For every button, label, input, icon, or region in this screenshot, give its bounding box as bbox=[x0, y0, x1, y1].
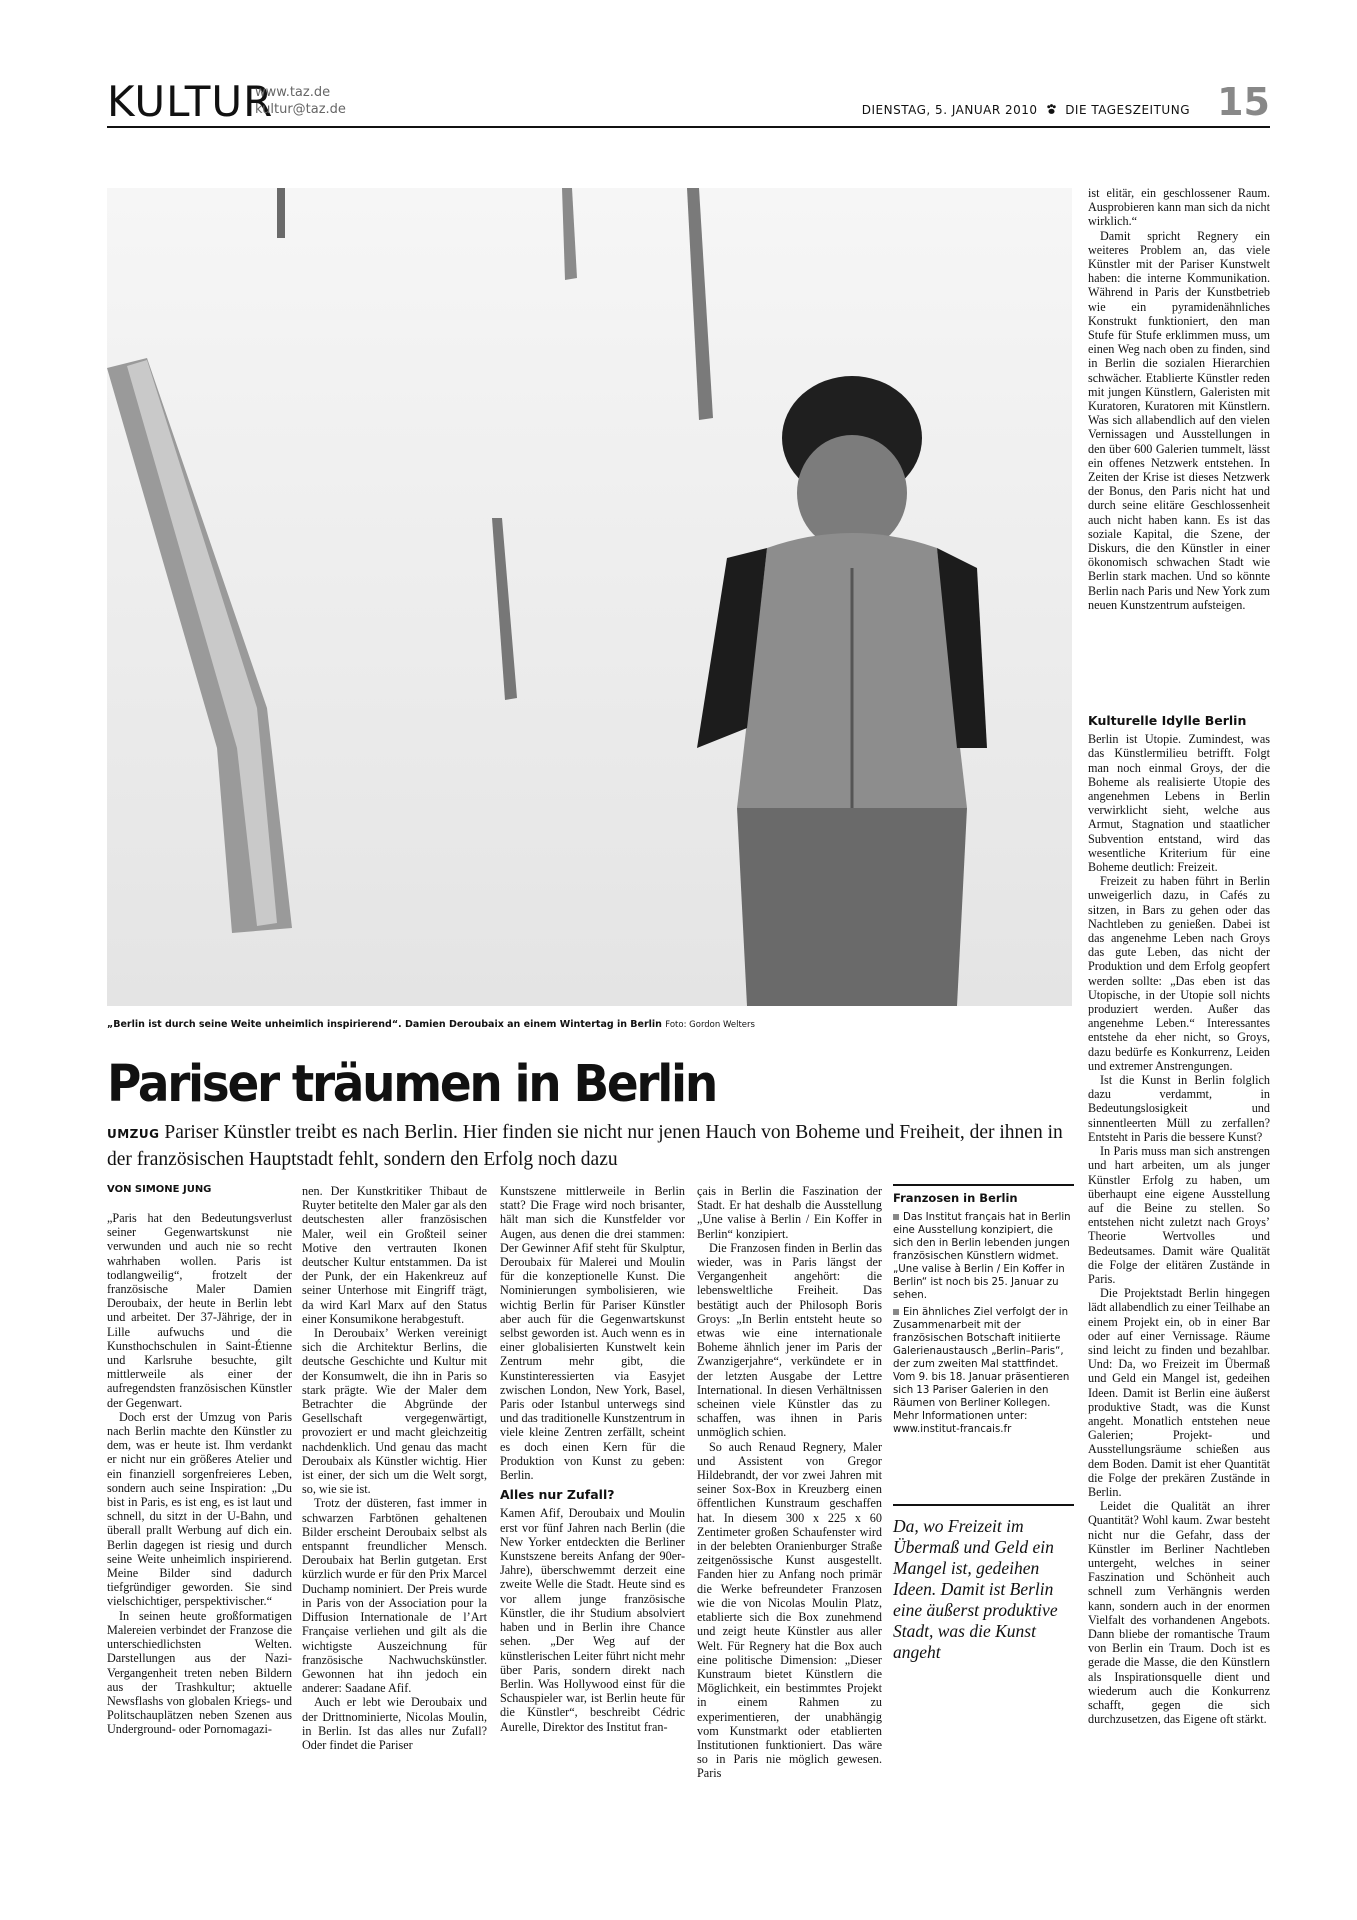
paragraph: Berlin ist Utopie. Zumindest, was das Künstlermilieu betrifft. Folgt man noch einmal Groys, der die Boheme als realisierte Utopie des angenehmen Lebens in Berlin verwirklicht sieht, welche aus Armut, Stagnation und staatlicher Subvention entstand, wird das wesentliche Kriterium für eine Boheme deutlich: Freizeit. bbox=[1088, 732, 1270, 875]
paragraph: Freizeit zu haben führt in Berlin unweigerlich dazu, in Cafés zu sitzen, in Bars zu gehen oder das Nachtleben zu genießen. Dabei ist das angenehme Leben nach Groys das gute Leben, das nicht der Produktion und dem Erfolg geopfert werden sollte: „Das eben ist das Utopische, in der Utopie soll nichts produziert werden. Außer das angenehme Leben.“ Interessantes entstehe da eher nicht, so Groys, dazu bedürfe es Konkurrenz, Leiden und extremer Anstrengungen. bbox=[1088, 874, 1270, 1073]
paragraph: Die Franzosen finden in Berlin das wieder, was in Paris längst der Vergangenheit angehört: die lebensweltliche Freiheit. Das bestätigt auch der Philosoph Boris Groys: „In Berlin entsteht heute so etwas wie eine internationale Boheme ähnlich jener im Paris der Zwanzigerjahre“, verkündete er in der letzten Ausgabe der Lettre International. In diesen Verhältnissen scheinen viele Künstler das zu schaffen, was ihnen in Paris unmöglich schien. bbox=[697, 1240, 882, 1440]
section-title: KULTUR bbox=[107, 77, 274, 126]
paragraph: In seinen heute großformatigen Malereien verbindet der Franzose die unterschiedlichsten Welten. Darstellungen aus der Nazi-Vergangenheit treten neben Bildern aus der Trashkultur; aktuelle Newsflashs von globalen Kriegs- und Politschauplätzen neben Szenen aus Underground- oder Pornomagazi- bbox=[107, 1608, 292, 1737]
photo-caption bbox=[107, 1019, 1072, 1030]
page-number: 15 bbox=[1217, 80, 1270, 124]
bullet-icon bbox=[893, 1309, 899, 1315]
info-item: Das Institut français hat in Berlin eine Ausstellung konzipiert, die sich den in Berlin lebenden jungen französischen Künstlern widmet. „Une valise à Berlin / Ein Koffer in Berlin“ ist noch bis 25. Januar zu sehen. bbox=[893, 1212, 1071, 1301]
deck bbox=[107, 1120, 1072, 1172]
column-2 bbox=[302, 1184, 487, 1752]
caption-text: „Berlin ist durch seine Weite unheimlich inspirierend“. Damien Deroubaix an einem Wintertag in Berlin bbox=[107, 1019, 662, 1030]
column-5-continued bbox=[1088, 708, 1270, 1726]
paragraph: çais in Berlin die Faszination der Stadt. Er hat deshalb die Ausstellung „Une valise à Berlin / Ein Koffer in Berlin“ konzipiert. bbox=[697, 1184, 882, 1241]
column-3 bbox=[500, 1184, 685, 1734]
contact-links bbox=[255, 84, 346, 118]
headline: Pariser träumen in Berlin bbox=[107, 1055, 716, 1114]
kicker: UMZUG bbox=[107, 1127, 160, 1141]
paragraph: ist elitär, ein geschlossener Raum. Ausprobieren kann man sich da nicht wirklich.“ bbox=[1088, 186, 1270, 229]
website-link[interactable]: www.taz.de bbox=[255, 85, 331, 100]
column-4 bbox=[697, 1184, 882, 1781]
paragraph: nen. Der Kunstkritiker Thibaut de Ruyter betitelte den Maler gar als den deutschesten aller französischen Maler, weil ein Großteil seiner Motive den vertrauten Ikonen deutscher Kultur entstammen. Da ist der Punk, der ein Hakenkreuz auf seiner Unterhose mit Eingriff trägt, da wird Karl Marx auf den Status einer Konsumikone herabgestuft. bbox=[302, 1184, 487, 1326]
paragraph: Doch erst der Umzug von Paris nach Berlin machte den Künstler zu dem, was er heute ist. Ihm verdankt er nicht nur ein größeres Atelier und ein finanziell sorgenfreieres Leben, sondern auch seine Inspiration: „Du bist in Paris, es ist eng, es ist laut und schnell, du sitzt in der U-Bahn, und überall prallt Werbung auf dich ein. Berlin dagegen ist riesig und durch seine Weite unheimlich inspirierend. Meine Bilder sind dadurch tiefgründiger geworden. Sie sind vielschichtiger, perspektivischer.“ bbox=[107, 1409, 292, 1609]
subheading: Alles nur Zufall? bbox=[500, 1487, 615, 1503]
info-box bbox=[893, 1184, 1074, 1440]
paragraph: Trotz der düsteren, fast immer in schwarzen Farbtönen gehaltenen Bilder erscheint Deroubaix selbst als entspannt freundlicher Mensch. Deroubaix hat Berlin gutgetan. Erst kürzlich wurde er für den Prix Marcel Duchamp nominiert. Der Preis wurde in Paris von der Association pour la Diffusion Internationale de l’Art Française verliehen und gilt als die wichtigste Auszeichnung für französische Nachwuchskünstler. Gewonnen hat ihn jedoch ein anderer: Saadane Afif. bbox=[302, 1496, 487, 1696]
paragraph: Leidet die Qualität an ihrer Quantität? Wohl kaum. Zwar besteht nicht nur die Gefahr, dass der Künstler im Berliner Nachtleben untergeht, welches in seiner Faszination und Schönheit auch schnell zum Verhängnis werden kann, sondern auch in der enormen Vielfalt des vorhandenen Angebots. Dann bliebe der romantische Traum von Berlin ein Traum. Doch ist es gerade die Masse, die den Künstlern als Inspirationsquelle dient und wiederum auch die Konkurrenz schafft, gegen die sich durchzusetzen, das Eigene oft stärkt. bbox=[1088, 1499, 1270, 1727]
dateline bbox=[862, 103, 1190, 118]
pull-quote: Da, wo Freizeit im Übermaß und Geld ein Mangel ist, gedeihen Ideen. Damit ist Berlin eine äußerst produktive Stadt, was die Kunst angeht bbox=[893, 1504, 1074, 1663]
subheading: Kulturelle Idylle Berlin bbox=[1088, 713, 1247, 728]
paragraph: Auch er lebt wie Deroubaix und der Drittnominierte, Nicolas Moulin, in Berlin. Ist das alles nur Zufall? Oder findet die Pariser bbox=[302, 1695, 487, 1752]
paragraph: Kunstszene mittlerweile in Berlin statt? Die Frage wird noch brisanter, hält man sich die Kunstfelder vor Augen, aus denen die drei stammen: Der Gewinner Afif steht für Skulptur, Deroubaix für Malerei und Moulin für die konzeptionelle Kunst. Die Nominierungen symbolisieren, wie wichtig Berlin für Pariser Künstler aber auch für die Gegenwartskunst selbst geworden ist. Auch wenn es in einer globalisierten Kunstwelt kein Zentrum mehr gibt, die Kunstinteressierten via Easyjet zwischen London, New York, Basel, Paris oder Istanbul unterwegs sind und das traditionelle Kunstzentrum in viele kleine Zentren zerfällt, scheint es doch einen Kern für die Produktion von Kunst zu geben: Berlin. bbox=[500, 1184, 685, 1483]
paragraph: Kamen Afif, Deroubaix und Moulin erst vor fünf Jahren nach Berlin (die New Yorker entdeckten die Berliner Kunstszene bereits Anfang der 90er-Jahre), überschwemmt derzeit eine zweite Welle die Stadt. Heute sind es vor allem junge französische Künstler, die ihr Studium absolviert haben und in Berlin ihre Chance sehen. „Der Weg auf der künstlerischen Leiter führt nicht mehr über Paris, sondern direkt nach Berlin. Was Hollywood einst für die Schauspieler war, ist Berlin heute für die Künstler“, beschreibt Cédric Aurelle, Direktor des Institut fran- bbox=[500, 1506, 685, 1734]
article-photo bbox=[107, 188, 1072, 1006]
info-box-title: Franzosen in Berlin bbox=[893, 1191, 1018, 1205]
masthead bbox=[107, 78, 1270, 128]
email-link[interactable]: kultur@taz.de bbox=[255, 102, 346, 117]
paragraph: In Deroubaix’ Werken vereinigt sich die Architektur Berlins, die deutsche Geschichte und Kultur mit der Konsumwelt, die ihn in Paris so stark prägte. Wie der Maler dem Betrachter die Abgründe der Gesellschaft vergegenwärtigt, provoziert er und macht gleichzeitig nachdenklich. Und genau das macht Deroubaix als Künstler wichtig. Hier ist einer, der sich um die Welt sorgt, so, wie sie ist. bbox=[302, 1326, 487, 1497]
paragraph: So auch Renaud Regnery, Maler und Assistent von Gregor Hildebrandt, der vor zwei Jahren mit seiner Sox-Box in Kreuzberg einen öffentlichen Kunstraum geschaffen hat. In diesem 300 x 225 x 60 Zentimeter großen Schaufenster wird in der belebten Oranienburger Straße zeitgenössische Kunst ausgestellt. Fanden hier zu Anfang noch primär die Werke befreundeter Franzosen wie die von Nicolas Moulin Platz, etablierte sich die Box zunehmend und zeigt heute Künstler aus aller Welt. Für Regnery hat die Box auch eine politische Dimension: „Dieser Kunstraum bietet Künstlern die Möglichkeit, ein bestimmtes Projekt in einem Rahmen zu experimentieren, der unabhängig vom Kunstmarkt oder etablierten Institutionen funktioniert. Das wäre so in Paris nie möglich gewesen. Paris bbox=[697, 1439, 882, 1781]
date: DIENSTAG, 5. JANUAR 2010 bbox=[861, 103, 1038, 117]
byline: VON SIMONE JUNG bbox=[107, 1184, 212, 1195]
column-1 bbox=[107, 1211, 292, 1737]
deck-text: Pariser Künstler treibt es nach Berlin. Hier finden sie nicht nur jenen Hauch von Boheme und Freiheit, der ihnen in der französischen Hauptstadt fehlt, sondern den Erfolg noch dazu bbox=[107, 1122, 1063, 1170]
paragraph: Die Projektstadt Berlin hingegen lädt allabendlich zu einer Teilhabe an einem Projekt ein, ob in einer Bar oder auf einer Vernissage. Räume sind leicht zu finden und bezahlbar. Und: Da, wo Freizeit im Übermaß und Geld ein Mangel ist, gedeihen Ideen. Damit ist Berlin eine äußerst produktive Stadt, was die Kunst angeht. Monatlich entstehen neue Galerien; Projekt- und Ausstellungsräume schießen aus dem Boden. Damit ist eher Quantität die Folge der prekären Zustände in Berlin. bbox=[1088, 1286, 1270, 1499]
paper-name: DIE TAGESZEITUNG bbox=[1065, 103, 1190, 117]
paragraph: Damit spricht Regnery ein weiteres Problem an, das viele Künstler mit der Pariser Kunstwelt haben: die interne Kommunikation. Während in Paris der Kunstbetrieb wie ein pyramidenähnliches Konstrukt funktioniert, den man Stufe für Stufe erklimmen muss, um einen Weg nach oben zu finden, sind in Berlin die sozialen Hierarchien schwächer. Etablierte Künstler reden mit jungen Künstlern, Galeristen mit Kuratoren, Kuratoren mit Künstlern. Was sich allabendlich auf den vielen Vernissagen und Ausstellungen in den über 600 Galerien tummelt, lässt ein offenes Netzwerk entstehen. In Zeiten der Krise ist dieses Netzwerk der Bonus, den Paris nicht hat und durch seine elitäre Geschlossenheit auch nicht haben kann. Es ist das soziale Kapital, die Szene, der Diskurs, die den Künstler in einer ökonomisch schwachen Stadt wie Berlin stark machen. Und so könnte Berlin nach Paris und New York zum neuen Kunstzentrum aufsteigen. bbox=[1088, 228, 1270, 612]
paragraph: Ist die Kunst in Berlin folglich dazu verdammt, in Bedeutungslosigkeit und sinnentleerten Müll zu zerfallen? Entsteht in Paris die bessere Kunst? bbox=[1088, 1073, 1270, 1144]
column-5 bbox=[1088, 186, 1270, 612]
info-item: Ein ähnliches Ziel verfolgt der in Zusammenarbeit mit der französischen Botschaft initiierte Galerienaustausch „Berlin–Paris“, der zum zweiten Mal stattfindet. Vom 9. bis 18. Januar präsentieren sich 13 Pariser Galerien in den Räumen von Berliner Kollegen. Mehr Informationen unter: www.institut-francais.fr bbox=[893, 1307, 1070, 1435]
paragraph: In Paris muss man sich anstrengen und hart arbeiten, um als junger Künstler Erfolg zu haben, um überhaupt eine eigene Ausstellung auf die Beine zu stellen. So entstehen nicht zuletzt nach Groys’ Theorie Wertvolles und Bedeutsames. Damit wäre Qualität die Folge der elitären Zustände in Paris. bbox=[1088, 1144, 1270, 1286]
photo-credit: Foto: Gordon Welters bbox=[665, 1020, 755, 1030]
paw-icon bbox=[1046, 104, 1057, 118]
bullet-icon bbox=[893, 1214, 899, 1220]
paragraph: „Paris hat den Bedeutungsverlust seiner Gegenwartskunst nie verwunden und auch nie so recht wahrhaben wollen. Paris ist todlangweilig“, frotzelt der französische Maler Damien Deroubaix, der heute in Berlin lebt und arbeitet. Der 37-Jährige, der in Lille aufwuchs und die Kunsthochschulen in Saint-Étienne und Karlsruhe besuchte, gilt mittlerweile als einer der aufregendsten französischen Künstler der Gegenwart. bbox=[107, 1211, 292, 1410]
